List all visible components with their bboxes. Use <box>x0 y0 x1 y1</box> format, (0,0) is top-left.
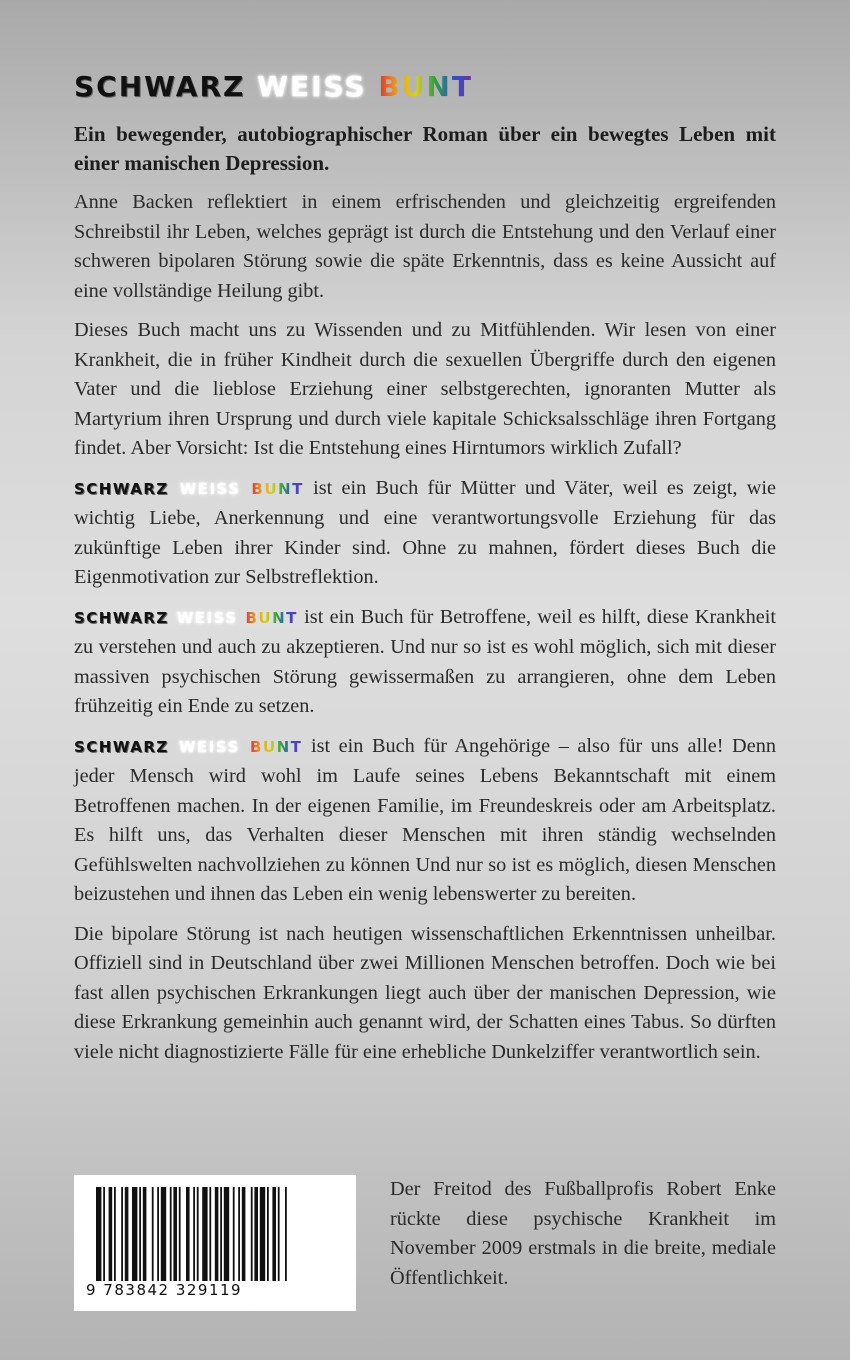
paragraph-affected <box>74 603 776 722</box>
barcode-bar <box>143 1187 147 1281</box>
barcode-bar <box>139 1187 141 1281</box>
barcode-bar <box>186 1187 190 1281</box>
logo-word-bunt: BUNT <box>378 70 473 103</box>
barcode-bar <box>254 1187 258 1281</box>
barcode-bar <box>121 1187 123 1281</box>
barcode-bar <box>179 1187 181 1281</box>
logo-word-bunt: BUNT <box>250 737 303 756</box>
paragraph-intro: Anne Backen reflektiert in einem erfrischenden und gleichzeitig ergreifenden Schreibstil ihr Leben, welches geprägt ist durch die Entstehung und den Verlauf einer schweren bipolaren Störung sowie die späte Erkenntnis, dass es keine Aussicht auf eine vollständige Heilung gibt. <box>74 191 776 302</box>
barcode-bar <box>260 1187 265 1281</box>
barcode-bar <box>109 1187 113 1281</box>
barcode-bar <box>242 1187 246 1281</box>
barcode-bar <box>238 1187 240 1281</box>
barcode-bar <box>251 1187 253 1281</box>
logo-word-weiss: WEISS <box>176 608 238 627</box>
barcode-bar <box>114 1187 116 1281</box>
paragraph-relatives <box>74 732 776 910</box>
barcode-bar <box>125 1187 129 1281</box>
barcode-bar <box>224 1187 229 1281</box>
logo-word-schwarz: SCHWARZ <box>74 479 169 498</box>
inline-logo <box>74 609 298 627</box>
paragraph-parents <box>74 474 776 593</box>
barcode-bar <box>267 1187 269 1281</box>
back-cover-text <box>74 70 776 1067</box>
barcode-bar <box>170 1187 172 1281</box>
logo-word-weiss: WEISS <box>179 479 241 498</box>
barcode-bar <box>272 1187 276 1281</box>
barcode-bar <box>103 1187 105 1281</box>
barcode-bar <box>197 1187 199 1281</box>
barcode-bar <box>152 1187 154 1281</box>
logo-word-schwarz: SCHWARZ <box>74 608 169 627</box>
inline-logo <box>74 738 302 756</box>
logo-word-schwarz: SCHWARZ <box>74 70 246 103</box>
barcode-bar <box>215 1187 219 1281</box>
barcode-bar <box>209 1187 211 1281</box>
isbn-number: 9 783842 329119 <box>86 1281 243 1299</box>
logo-word-weiss: WEISS <box>257 70 367 103</box>
barcode-bar <box>193 1187 195 1281</box>
paragraph-parents-text: ist ein Buch für Mütter und Väter, weil es zeigt, wie wichtig Liebe, Anerkennung und eine verantwortungsvolle Erziehung für das zukünftige Leben ihrer Kinder sind. Ohne zu mahnen, fördert dieses Buch die Eigenmotivation zur Selbstreflektion. <box>74 476 777 588</box>
barcode-bar <box>173 1187 177 1281</box>
title-logo <box>74 70 776 110</box>
barcode-bar <box>220 1187 222 1281</box>
barcode-bar <box>202 1187 207 1281</box>
inline-logo <box>74 480 304 498</box>
barcode-bar <box>96 1187 101 1281</box>
barcode-bar <box>278 1187 280 1281</box>
logo-word-bunt: BUNT <box>251 479 304 498</box>
logo-word-weiss: WEISS <box>178 737 240 756</box>
paragraph-summary: Dieses Buch macht uns zu Wissenden und zu Mitfühlenden. Wir lesen von einer Krankheit, die in früher Kindheit durch die sexuellen Übergriffe durch den eigenen Vater und die lieblose Erziehung einer selbstgerechten, ignoranten Mutter als Martyrium ihren Ursprung und durch viele kapitale Schicksalsschläge ihren Fortgang findet. Aber Vorsicht: Ist die Entstehung eines Hirntumors wirklich Zufall? <box>74 319 776 459</box>
barcode-bar <box>233 1187 235 1281</box>
paragraph-facts: Die bipolare Störung ist nach heutigen wissenschaftlichen Erkenntnissen unheilbar. Offiziell sind in Deutschland über zwei Millionen Menschen betroffen. Doch wie bei fast allen psychischen Erkrankungen liegt auch über der manischen Depression, wie diese Erkrankung gemeinhin auch genannt wird, der Schatten eines Tabus. So dürften viele nicht diagnostizierte Fälle für eine erhebliche Dunkelziffer verantwortlich sein. <box>74 922 776 1063</box>
logo-word-bunt: BUNT <box>245 608 298 627</box>
paragraph-affected-text: ist ein Buch für Betroffene, weil es hilft, diese Krankheit zu verstehen und auch zu akzeptieren. Und nur so ist es wohl möglich, sich mit dieser massiven psychischen Störung gewissermaßen zu arrangieren, ohne dem Leben frühzeitig ein Ende zu setzen. <box>74 605 776 717</box>
isbn-barcode <box>74 1175 356 1311</box>
barcode-bar <box>132 1187 137 1281</box>
bottom-section <box>74 1175 776 1315</box>
paragraph-relatives-text: ist ein Buch für Angehörige – also für uns alle! Denn jeder Mensch wird wohl im Laufe seines Lebens Bekanntschaft mit einem Betroffenen machen. In der eigenen Familie, im Freundeskreis oder am Arbeitsplatz. Es hilft uns, das Verhalten dieser Menschen mit ihren ständig wechselnden Gefühlswelten nachvollziehen zu können Und nur so ist es möglich, diesen Menschen beizustehen und ihnen das Leben ein wenig lebenswerter zu bereiten. <box>74 734 776 905</box>
barcode-bar <box>161 1187 166 1281</box>
barcode-bars-icon <box>96 1187 334 1281</box>
barcode-bar <box>285 1187 287 1281</box>
logo-word-schwarz: SCHWARZ <box>74 737 169 756</box>
paragraph-enke: Der Freitod des Fußballprofis Robert Enke rückte diese psychische Krankheit im November 2009 erstmals in die breite, mediale Öffentlichkeit. <box>390 1178 776 1289</box>
barcode-bar <box>157 1187 159 1281</box>
lead-paragraph: Ein bewegender, autobiographischer Roman über ein bewegtes Leben mit einer manischen Depression. <box>74 122 776 175</box>
